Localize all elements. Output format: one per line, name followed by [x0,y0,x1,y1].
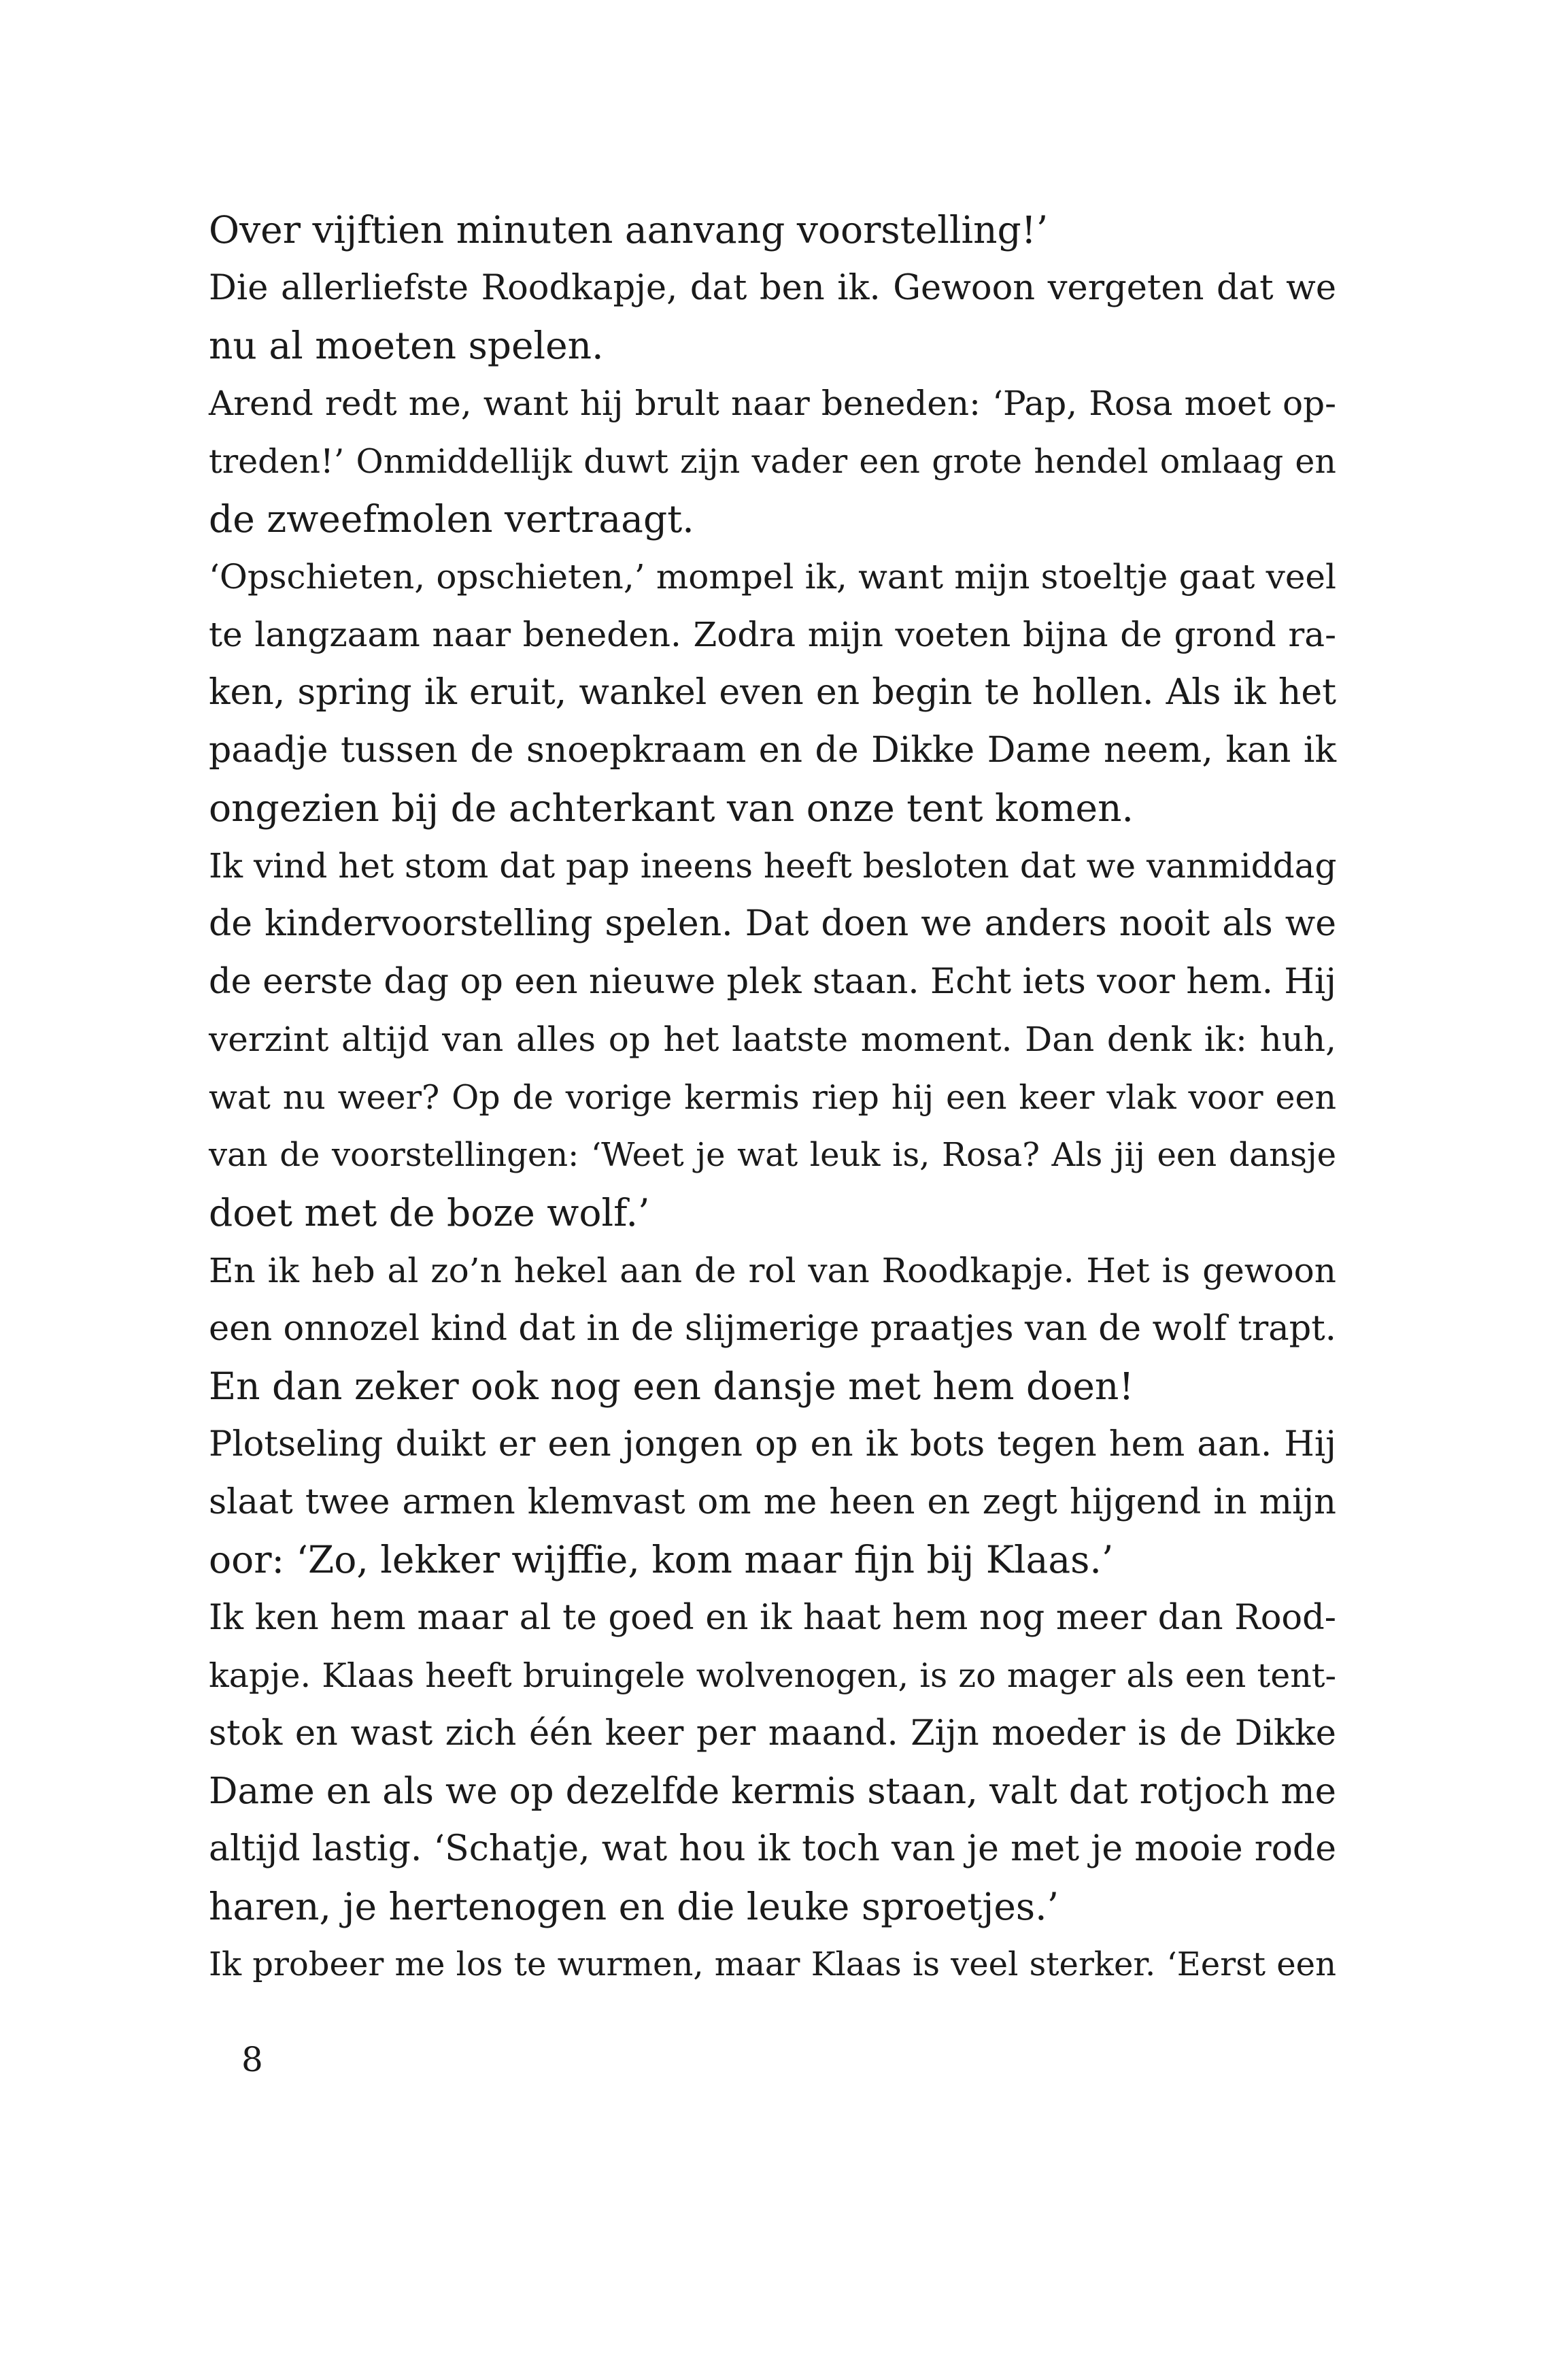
text-line: oor: ‘Zo, lekker wijffie, kom maar fijn bij Klaas.’ [209,1538,1114,1581]
text-line: kapje. Klaas heeft bruingele wolvenogen, is zo mager als een tent- [209,1656,1336,1695]
text-line: Ik ken hem maar al te goed en ik haat hem nog meer dan Rood- [209,1598,1336,1638]
paragraph [209,1242,1336,1415]
text-line: van de voorstellingen: ‘Weet je wat leuk is, Rosa? Als jij een dansje [209,1136,1336,1174]
text-line: een onnozel kind dat in de slijmerige praatjes van de wolf trapt. [209,1309,1336,1349]
text-line: ‘Opschieten, opschieten,’ mompel ik, want mijn stoeltje gaat veel [209,557,1336,597]
text-line: Over vijftien minuten aanvang voorstelling!’ [209,208,1049,252]
paragraph [209,1589,1336,1936]
text-line: haren, je hertenogen en die leuke sproetjes.’ [209,1885,1059,1928]
paragraph [209,1936,1336,1994]
paragraph [209,837,1336,1242]
text-line: slaat twee armen klemvast om me heen en zegt hijgend in mijn [209,1482,1336,1522]
text-line: verzint altijd van alles op het laatste moment. Dan denk ik: huh, [209,1020,1336,1059]
paragraph [209,259,1336,375]
text-line: En ik heb al zo’n hekel aan de rol van Roodkapje. Het is gewoon [209,1251,1336,1290]
text-line: ongezien bij de achterkant van onze tent komen. [209,786,1134,830]
text-line: de zweefmolen vertraagt. [209,497,694,541]
text-line: de kindervoorstelling spelen. Dat doen we anders nooit als we [209,903,1336,944]
body-text [209,201,1336,1994]
text-line: Ik probeer me los te wurmen, maar Klaas is veel sterker. ‘Eerst een [209,1945,1336,1983]
paragraph [209,548,1336,837]
page-number: 8 [241,2040,263,2079]
paragraph [209,201,1336,259]
text-line: Dame en als we op dezelfde kermis staan, valt dat rotjoch me [209,1771,1336,1812]
text-line: stok en wast zich één keer per maand. Zijn moeder is de Dikke [209,1713,1336,1754]
text-line: ken, spring ik eruit, wankel even en begin te hollen. Als ik het [209,672,1336,713]
text-line: En dan zeker ook nog een dansje met hem doen! [209,1364,1134,1408]
text-line: altijd lastig. ‘Schatje, wat hou ik toch van je met je mooie rode [209,1828,1336,1869]
text-line: Plotseling duikt er een jongen op en ik bots tegen hem aan. Hij [209,1424,1336,1464]
paragraph [209,1415,1336,1589]
text-line: te langzaam naar beneden. Zodra mijn voeten bijna de grond ra- [209,615,1336,654]
text-line: Arend redt me, want hij brult naar beneden: ‘Pap, Rosa moet op- [209,384,1336,423]
text-line: treden!’ Onmiddellijk duwt zijn vader een grote hendel omlaag en [209,442,1336,481]
text-line: Ik vind het stom dat pap ineens heeft besloten dat we vanmiddag [209,846,1337,886]
text-line: wat nu weer? Op de vorige kermis riep hij een keer vlak voor een [209,1078,1336,1117]
text-line: paadje tussen de snoepkraam en de Dikke Dame neem, kan ik [209,730,1336,771]
text-line: de eerste dag op een nieuwe plek staan. Echt iets voor hem. Hij [209,962,1336,1002]
text-line: doet met de boze wolf.’ [209,1191,650,1235]
text-line: nu al moeten spelen. [209,324,604,367]
paragraph [209,375,1336,548]
text-line: Die allerliefste Roodkapje, dat ben ik. Gewoon vergeten dat we [209,268,1336,308]
